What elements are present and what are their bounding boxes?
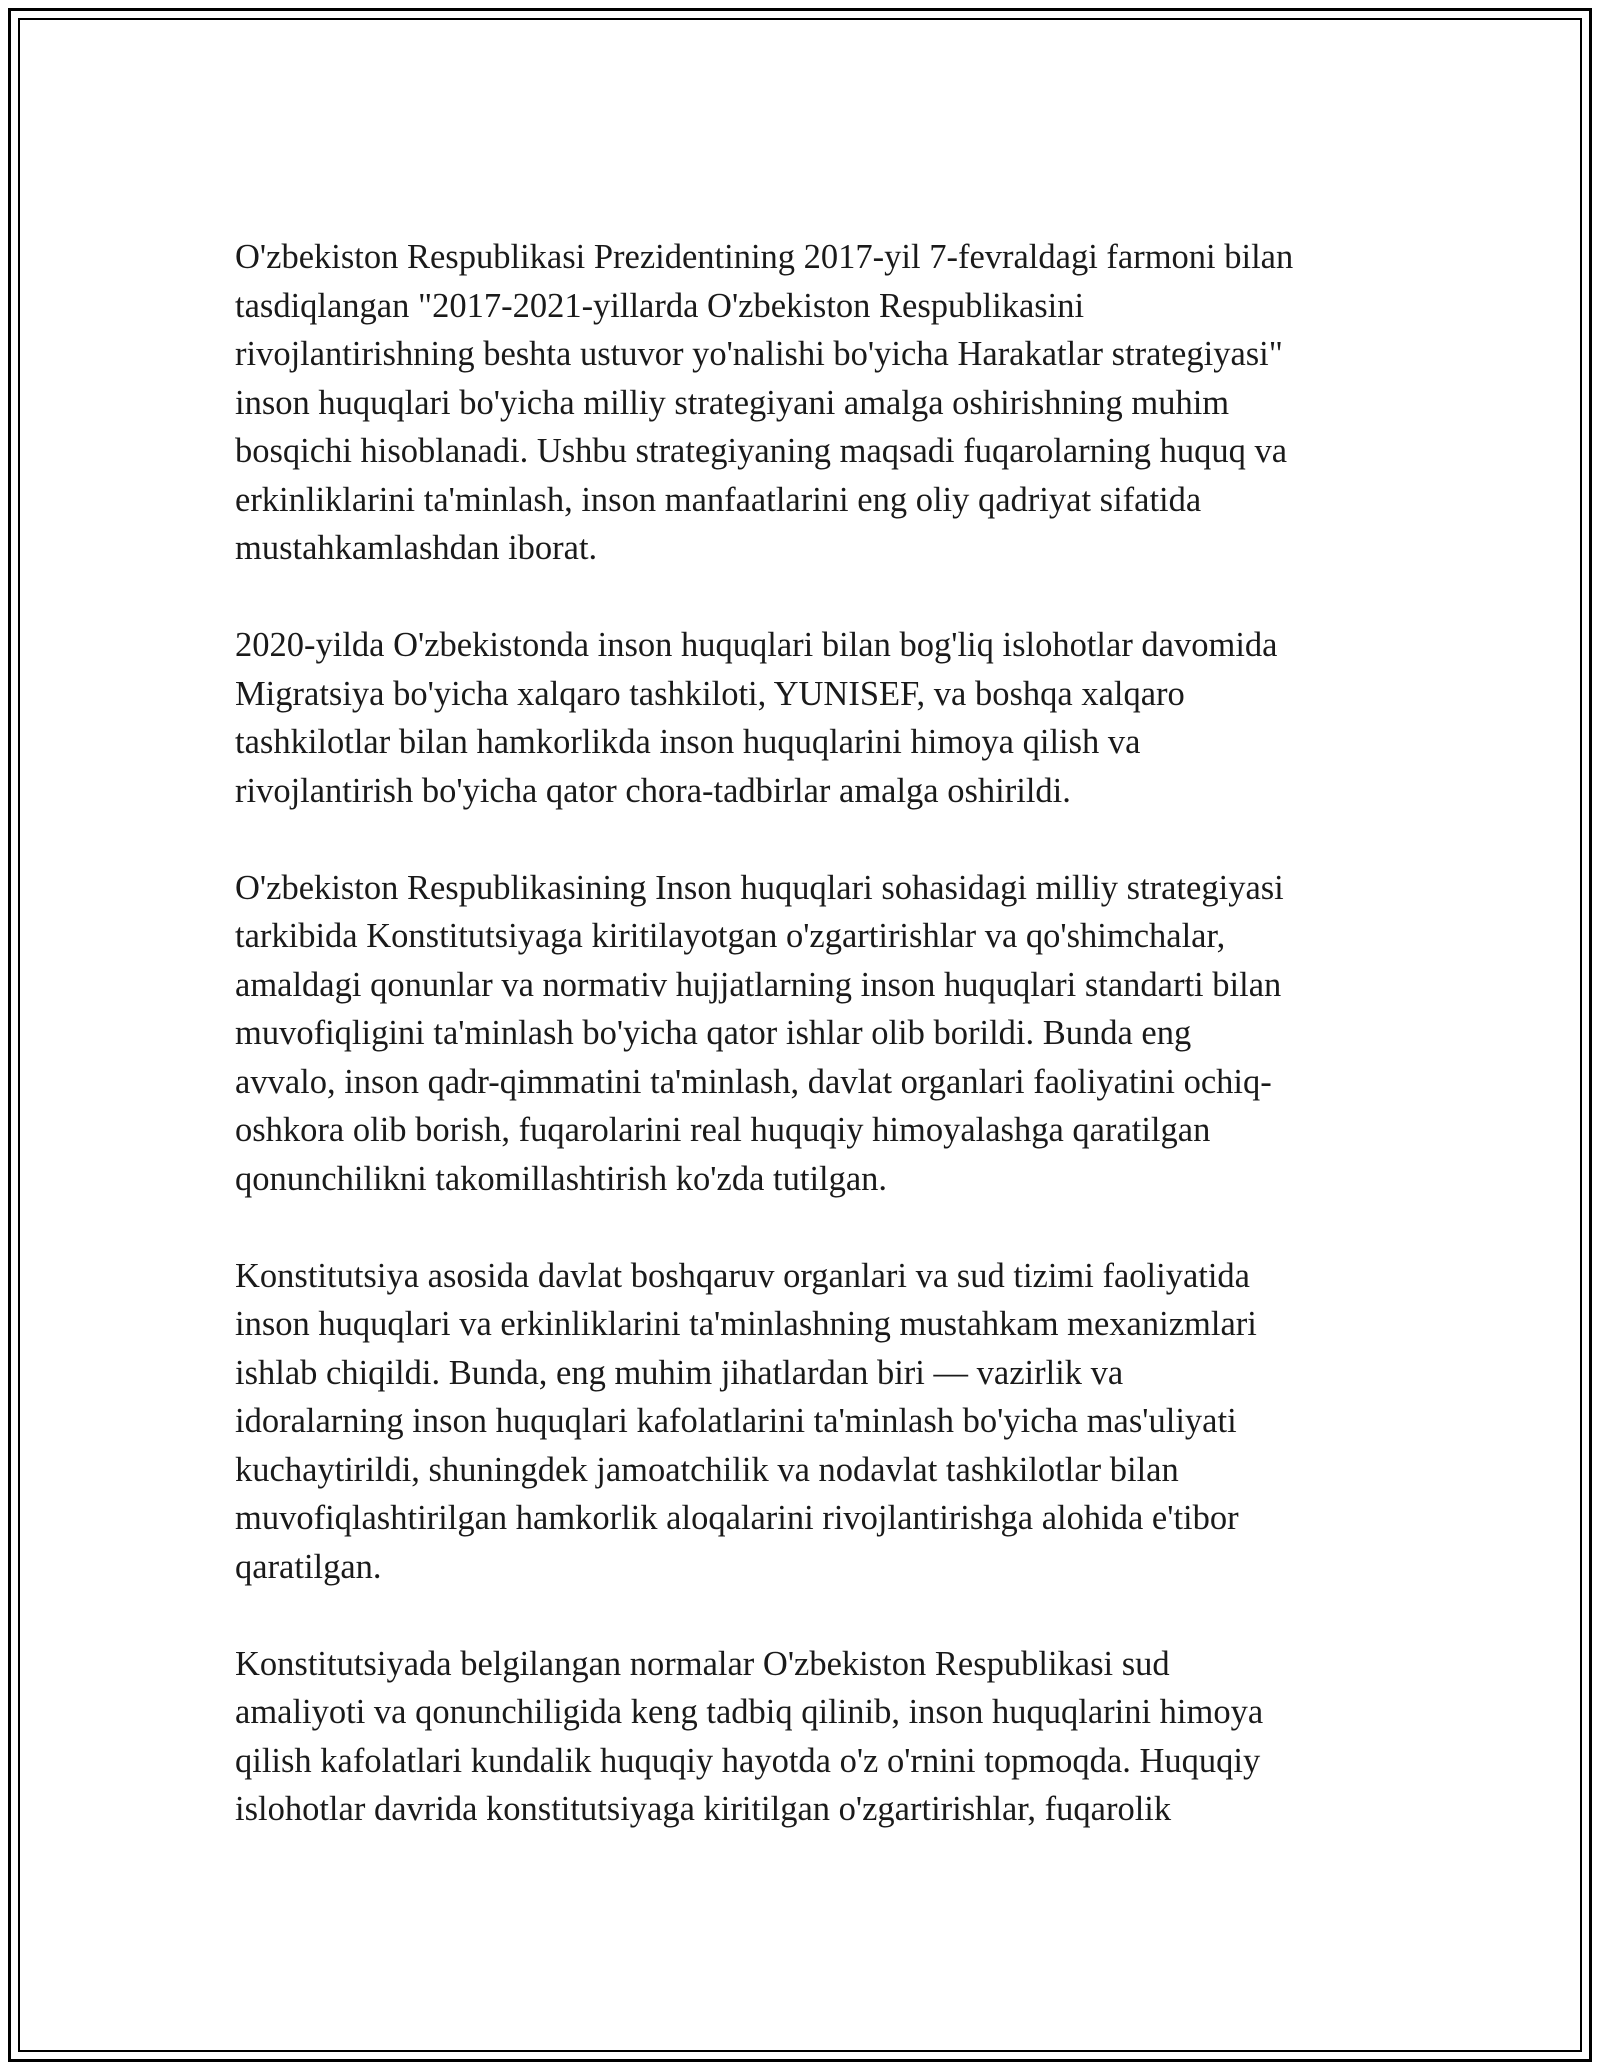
text-line: tasdiqlangan "2017-2021-yillarda O'zbekiston Respublikasini <box>235 286 1085 325</box>
paragraph-1 <box>235 233 1395 573</box>
text-line: muvofiqligini ta'minlash bo'yicha qator ishlar olib borildi. Bunda eng <box>235 1014 1192 1052</box>
text-line: inson huquqlari va erkinliklarini ta'minlashning mustahkam mexanizmlari <box>235 1305 1257 1343</box>
text-line: Konstitutsiya asosida davlat boshqaruv organlari va sud tizimi faoliyatida <box>235 1256 1250 1295</box>
text-line: amaliyoti va qonunchiligida keng tadbiq qilinib, inson huquqlarini himoya <box>235 1693 1264 1731</box>
text-line: idoralarning inson huquqlari kafolatlarini ta'minlash bo'yicha mas'uliyati <box>235 1402 1237 1440</box>
paragraph-2 <box>235 621 1395 815</box>
text-line: 2020-yilda O'zbekistonda inson huquqlari bilan bog'liq islohotlar davomida <box>235 626 1278 664</box>
text-line: kuchaytirildi, shuningdek jamoatchilik va nodavlat tashkilotlar bilan <box>235 1450 1179 1489</box>
text-line: islohotlar davrida konstitutsiyaga kiritilgan o'zgartirishlar, fuqarolik <box>235 1790 1172 1828</box>
text-line: amaldagi qonunlar va normativ hujjatlarning inson huquqlari standarti bilan <box>235 965 1282 1004</box>
text-line: qaratilgan. <box>235 1547 382 1586</box>
text-line: inson huquqlari bo'yicha milliy strategiyani amalga oshirishning muhim <box>235 383 1230 422</box>
text-line: tarkibida Konstitutsiyaga kiritilayotgan o'zgartirishlar va qo'shimchalar, <box>235 917 1226 955</box>
paragraph-3 <box>235 864 1395 1204</box>
paragraph-5 <box>235 1640 1395 1834</box>
text-line: rivojlantirish bo'yicha qator chora-tadbirlar amalga oshirildi. <box>235 771 1071 810</box>
text-line: tashkilotlar bilan hamkorlikda inson huquqlarini himoya qilish va <box>235 723 1141 761</box>
text-line: rivojlantirishning beshta ustuvor yo'nalishi bo'yicha Harakatlar strategiyasi" <box>235 335 1283 373</box>
text-line: qonunchilikni takomillashtirish ko'zda tutilgan. <box>235 1159 888 1198</box>
text-line: ishlab chiqildi. Bunda, eng muhim jihatlardan biri — vazirlik va <box>235 1353 1124 1392</box>
text-line: erkinliklarini ta'minlash, inson manfaatlarini eng oliy qadriyat sifatida <box>235 480 1202 519</box>
text-line: Konstitutsiyada belgilangan normalar O'zbekiston Respublikasi sud <box>235 1644 1170 1683</box>
text-line: avvalo, inson qadr-qimmatini ta'minlash, davlat organlari faoliyatini ochiq- <box>235 1062 1272 1101</box>
text-line: oshkora olib borish, fuqarolarini real huquqiy himoyalashga qaratilgan <box>235 1111 1211 1149</box>
text-line: Migratsiya bo'yicha xalqaro tashkiloti, YUNISEF, va boshqa xalqaro <box>235 674 1185 713</box>
paragraph-4 <box>235 1252 1395 1592</box>
text-line: qilish kafolatlari kundalik huquqiy hayotda o'z o'rnini topmoqda. Huquqiy <box>235 1741 1261 1780</box>
text-line: O'zbekiston Respublikasining Inson huquqlari sohasidagi milliy strategiyasi <box>235 868 1284 907</box>
text-line: muvofiqlashtirilgan hamkorlik aloqalarini rivojlantirishga alohida e'tibor <box>235 1499 1239 1537</box>
text-line: bosqichi hisoblanadi. Ushbu strategiyaning maqsadi fuqarolarning huquq va <box>235 432 1288 470</box>
text-line: O'zbekiston Respublikasi Prezidentining 2017-yil 7-fevraldagi farmoni bilan <box>235 238 1294 276</box>
document-body <box>235 233 1395 1882</box>
text-line: mustahkamlashdan iborat. <box>235 529 598 567</box>
